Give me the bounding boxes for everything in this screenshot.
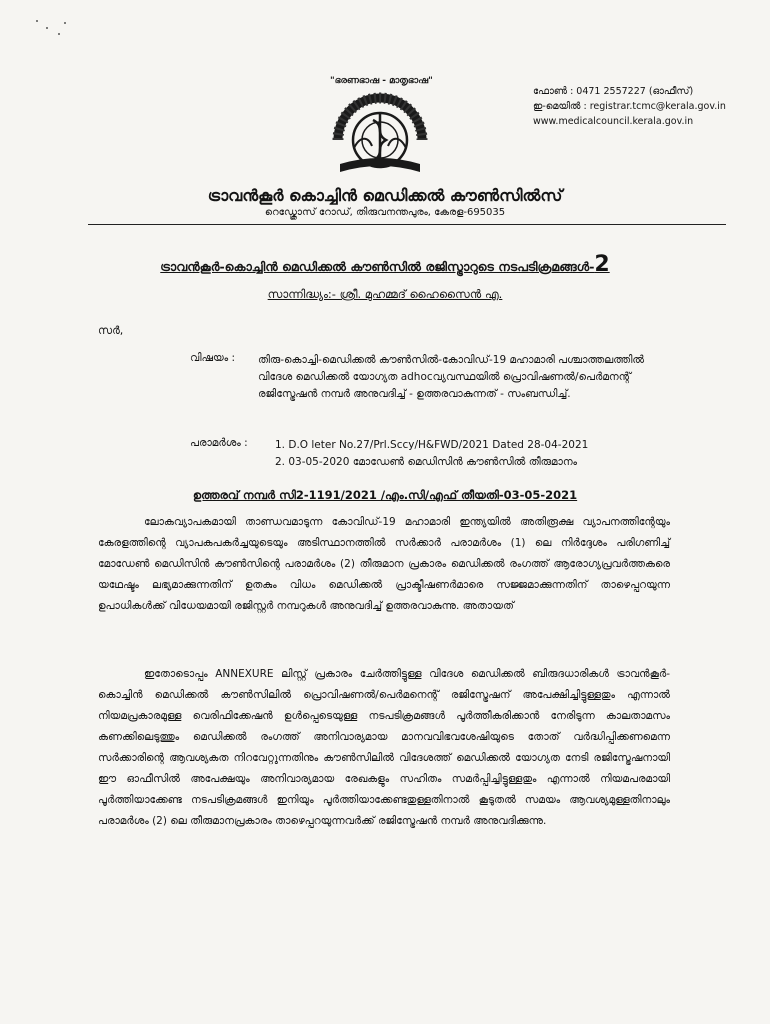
proceedings-title — [0, 252, 770, 277]
reference-label: പരാമർശം : — [190, 437, 248, 449]
reference-item: 2. 03-05-2020 മോഡേൺ മെഡിസിൻ കൗൺസിൽ തീരുമാനം — [275, 456, 577, 468]
reference-list — [275, 437, 675, 471]
council-emblem-icon — [330, 88, 430, 180]
order-number-line: ഉത്തരവ് നമ്പർ സി2-1191/2021 /എം.സി/എഫ് തീയതി-03-05-2021 — [192, 488, 578, 502]
body-paragraph-text: ഇതോടൊപ്പം ANNEXURE ലിസ്റ്റ് പ്രകാരം ചേർത്തിട്ടുള്ള വിദേശ മെഡിക്കൽ ബിരുദധാരികൾ ട്രാവൻകൂർ-കൊച്ചിൻ മെഡിക്കൽ കൗൺസിലിൽ പ്രൊവിഷണൽ/പെർമനെന്റ് രജിസ്ട്രേഷന് അപേക്ഷിച്ചിട്ടുള്ളതും എന്നാൽ നിയമപ്രകാരമുള്ള വെരിഫിക്കേഷൻ ഉൾപ്പെടെയുള്ള നടപടിക്രമങ്ങൾ പൂർത്തീകരിക്കാൻ നേരിടുന്ന കാലതാമസം കണക്കിലെടുത്തും മെഡിക്കൽ രംഗത്ത് അനിവാര്യമായ മാനവവിഭവശേഷിയുടെ തോത് വർദ്ധിപ്പിക്കണമെന്ന സർക്കാരിന്റെ ആവശ്യകത നിറവേറ്റുന്നതിനും കൗൺസിലിൽ വിദേശത്ത് മെഡിക്കൽ യോഗ്യത നേടി രജിസ്ട്രേഷനായി ഈ ഓഫീസിൽ അപേക്ഷയും അനിവാര്യമായ രേഖകളും സഹിതം സമർപ്പിച്ചിട്ടുള്ളതും എന്നാൽ നിയമപരമായി പൂർത്തിയാക്കേണ്ട നടപടിക്രമങ്ങൾ ഇനിയും പൂർത്തിയാക്കേണ്ടതുള്ളതിനാൽ കൂടുതൽ സമയം ആവശ്യമുള്ളതിനാലും പരാമർശം (2) ലെ തീരുമാനപ്രകാരം താഴെപ്പറയുന്നവർക്ക് രജിസ്ട്രേഷൻ നമ്പർ അനുവദിക്കുന്നു. — [98, 668, 670, 827]
body-paragraph-text: ലോകവ്യാപകമായി താണ്ഡവമാടുന്ന കോവിഡ്-19 മഹാമാരി ഇന്ത്യയിൽ അതിരൂക്ഷ വ്യാപനത്തിന്റേയും കേരളത്തിന്റെ വ്യാപകപകർച്ചയുടെയും അടിസ്ഥാനത്തിൽ സർക്കാർ പരാമർശം (1) ലെ നിർദ്ദേശം പരിഗണിച്ച് മോഡേൺ മെഡിസിൻ കൗൺസിന്റെ പരാമർശം (2) തീരുമാന പ്രകാരം മെഡിക്കൽ രംഗത്ത് ആരോഗ്യപ്രവർത്തകരെ യഥേഷ്ടം ലഭ്യമാക്കുന്നതിന് ഉതകും വിധം മെഡിക്കൽ പ്രാക്ടീഷണർമാരെ സജ്ജമാക്കുന്നതിന് താഴെപ്പറയുന്ന ഉപാധികൾക്ക് വിധേയമായി രജിസ്റ്റർ നമ്പറുകൾ അനുവദിച്ച് ഉത്തരവാകുന്നു. അതായത് — [98, 516, 670, 612]
organization-name: ട്രാവൻകൂർ കൊച്ചിൻ മെഡിക്കൽ കൗൺസിൽസ് — [207, 186, 563, 205]
scan-speck — [46, 27, 48, 29]
scan-speck — [64, 22, 66, 24]
proceedings-number: 2 — [594, 252, 610, 277]
scan-speck — [58, 33, 60, 35]
presence-line: സാന്നിദ്ധ്യം:- ശ്രീ. മുഹമ്മദ് ഹൈസൈൻ എ. — [267, 287, 503, 301]
subject-text: തിരു-കൊച്ചി-മെഡിക്കൽ കൗൺസിൽ-കോവിഡ്-19 മഹാമാരി പശ്ചാത്തലത്തിൽ വിദേശ മെഡിക്കൽ യോഗ്യത adhocവ്യവസ്ഥയിൽ പ്രൊവിഷണൽ/പെർമനന്റ് രജിസ്ട്രേഷൻ നമ്പർ അനുവദിച്ച് - ഉത്തരവാകുന്നത് - സംബന്ധിച്ച്. — [258, 354, 645, 400]
body-paragraph — [98, 512, 670, 617]
reference-item: 1. D.O leter No.27/Prl.Sccy/H&FWD/2021 Dated 28-04-2021 — [275, 439, 589, 451]
motto: "ഭരണഭാഷ - മാതൃഭാഷ" — [330, 76, 433, 86]
website-line: www.medicalcouncil.kerala.gov.in — [533, 116, 694, 127]
organization-address: റെഡ്ക്രോസ് റോഡ്, തിരുവനന്തപുരം, കേരള-695035 — [264, 207, 506, 218]
subject-label: വിഷയം : — [190, 352, 236, 364]
scan-speck — [36, 20, 38, 22]
proceedings-title-text: ട്രാവൻകൂർ-കൊച്ചിൻ മെഡിക്കൽ കൗൺസിൽ രജിസ്ട്രാറുടെ നടപടിക്രമങ്ങൾ- — [160, 259, 595, 274]
body-paragraph — [98, 664, 670, 832]
email-line: ഇ-മെയിൽ : registrar.tcmc@kerala.gov.in — [533, 101, 726, 112]
phone-line: ഫോൺ : 0471 2557227 (ഓഫീസ്) — [533, 86, 694, 97]
salutation: സർ, — [98, 324, 124, 337]
contact-block — [533, 84, 726, 129]
header-divider — [88, 224, 726, 225]
